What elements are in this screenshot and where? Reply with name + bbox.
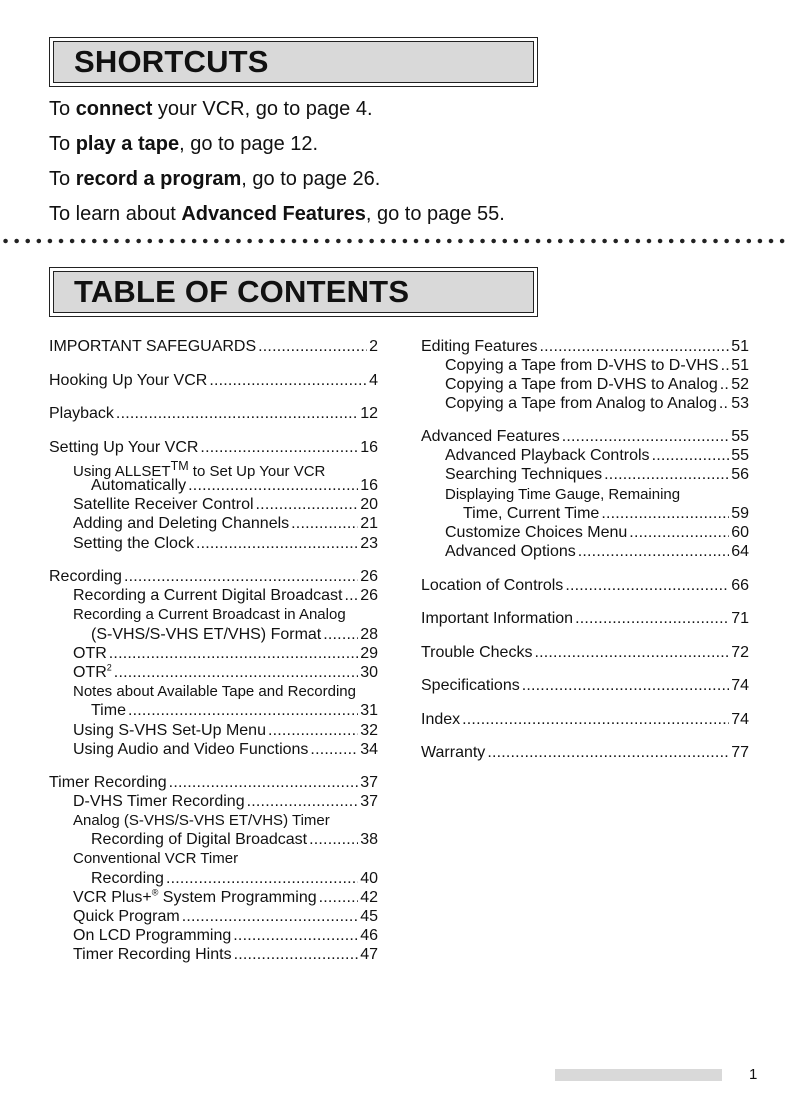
dot-leader bbox=[114, 663, 358, 682]
dot-leader bbox=[124, 567, 358, 586]
toc-entry-text: Advanced Playback Controls bbox=[445, 447, 650, 464]
toc-entry-page: 55 bbox=[731, 428, 749, 445]
dot-leader bbox=[487, 743, 729, 762]
toc-entry-page: 2 bbox=[369, 338, 378, 355]
toc-entry-label bbox=[463, 504, 599, 523]
toc-entry bbox=[445, 356, 749, 375]
toc-entry bbox=[49, 371, 378, 390]
toc-entry-page: 12 bbox=[360, 405, 378, 422]
toc-entry-text: Important Information bbox=[421, 610, 574, 627]
toc-entry-text: Time, Current Time bbox=[463, 505, 600, 522]
shortcut-text: your VCR, go to page 4. bbox=[152, 98, 373, 120]
toc-entry-page: 21 bbox=[360, 515, 378, 532]
toc-entry-page: 47 bbox=[360, 946, 378, 963]
toc-entry-page: 74 bbox=[731, 711, 749, 728]
dot-leader bbox=[196, 534, 358, 553]
toc-entry-text: Timer Recording Hints bbox=[73, 946, 232, 963]
shortcut-text: , go to page 26. bbox=[241, 168, 381, 190]
shortcut-keyword: connect bbox=[75, 98, 153, 120]
toc-entry-label bbox=[421, 337, 538, 356]
toc-banner-fill bbox=[53, 271, 534, 313]
toc-entry-label bbox=[445, 356, 719, 375]
toc-entry bbox=[73, 945, 378, 964]
toc-entry-text: VCR Plus+ bbox=[73, 889, 152, 906]
toc-entry bbox=[73, 586, 378, 605]
toc-entry-label bbox=[445, 394, 717, 413]
toc-entry-text: OTR bbox=[73, 664, 107, 681]
toc-entry-text: Hooking Up Your VCR bbox=[49, 372, 208, 389]
toc-heading: TABLE OF CONTENTS bbox=[74, 274, 410, 309]
toc-entry-label bbox=[73, 926, 231, 945]
toc-entry-page: 26 bbox=[360, 568, 378, 585]
toc-entry bbox=[73, 663, 378, 682]
toc-entry bbox=[445, 523, 749, 542]
toc-entry bbox=[91, 476, 378, 495]
shortcut-line bbox=[49, 98, 373, 121]
toc-entry-page: 4 bbox=[369, 372, 378, 389]
toc-entry-text: D-VHS Timer Recording bbox=[73, 793, 245, 810]
toc-entry bbox=[49, 337, 378, 356]
dot-leader bbox=[309, 830, 358, 849]
toc-entry-page: 46 bbox=[360, 927, 378, 944]
dot-leader bbox=[720, 375, 729, 394]
toc-entry-text: Searching Techniques bbox=[445, 466, 603, 483]
toc-entry-text: Copying a Tape from D-VHS to Analog bbox=[445, 376, 718, 393]
toc-entry-text: Index bbox=[421, 711, 461, 728]
toc-entry-text: Analog (S-VHS/S-VHS ET/VHS) Timer bbox=[73, 812, 330, 829]
toc-entry-label bbox=[73, 606, 346, 623]
dot-leader bbox=[534, 643, 729, 662]
toc-entry-label bbox=[445, 446, 650, 465]
dot-leader bbox=[166, 869, 358, 888]
toc-entry-label bbox=[91, 476, 186, 495]
toc-entry-text: OTR bbox=[73, 645, 107, 662]
toc-entry-text: Setting the Clock bbox=[73, 535, 194, 552]
toc-entry-text: Warranty bbox=[421, 744, 486, 761]
toc-entry-label bbox=[49, 438, 198, 457]
toc-entry-page: 26 bbox=[360, 587, 378, 604]
shortcut-keyword: play a tape bbox=[75, 133, 180, 155]
toc-entry bbox=[49, 567, 378, 586]
dot-leader bbox=[182, 907, 359, 926]
toc-entry-text: Specifications bbox=[421, 677, 520, 694]
toc-entry-label bbox=[73, 663, 112, 682]
toc-entry-label bbox=[49, 567, 122, 586]
toc-entry bbox=[73, 721, 378, 740]
toc-entry-label bbox=[421, 743, 485, 762]
shortcut-text: To learn about bbox=[49, 203, 182, 225]
toc-entry bbox=[445, 542, 749, 561]
toc-entry-page: 60 bbox=[731, 524, 749, 541]
toc-entry bbox=[49, 438, 378, 457]
toc-entry-text: Quick Program bbox=[73, 908, 180, 925]
toc-entry-superscript: TM bbox=[170, 459, 189, 473]
toc-entry-text: Copying a Tape from D-VHS to D-VHS bbox=[445, 357, 719, 374]
toc-entry-page: 74 bbox=[731, 677, 749, 694]
toc-entry-label bbox=[73, 740, 308, 759]
dot-leader bbox=[522, 676, 729, 695]
toc-entry bbox=[421, 710, 749, 729]
toc-entry-text: Automatically bbox=[91, 477, 187, 494]
toc-entry-label bbox=[73, 495, 254, 514]
toc-entry-text: Timer Recording bbox=[49, 774, 167, 791]
toc-entry bbox=[73, 740, 378, 759]
toc-entry-text: On LCD Programming bbox=[73, 927, 232, 944]
shortcut-line bbox=[49, 168, 380, 191]
toc-entry-label bbox=[445, 486, 680, 503]
toc-entry-label bbox=[73, 586, 342, 605]
toc-entry-text: System Programming bbox=[158, 889, 317, 906]
dot-leader bbox=[462, 710, 729, 729]
dot-leader bbox=[562, 427, 729, 446]
toc-entry-label bbox=[91, 830, 307, 849]
toc-entry-label bbox=[445, 375, 718, 394]
dot-leader bbox=[719, 394, 729, 413]
toc-entry-text: (S-VHS/S-VHS ET/VHS) Format bbox=[91, 626, 322, 643]
toc-entry-page: 34 bbox=[360, 741, 378, 758]
dotted-divider bbox=[0, 238, 791, 244]
toc-entry-text: Trouble Checks bbox=[421, 644, 533, 661]
dot-leader bbox=[247, 792, 359, 811]
toc-entry-label bbox=[49, 371, 207, 390]
toc-entry-label bbox=[421, 643, 532, 662]
toc-entry-page: 20 bbox=[360, 496, 378, 513]
dot-leader bbox=[604, 465, 729, 484]
toc-entry-page: 32 bbox=[360, 722, 378, 739]
toc-entry-text: Adding and Deleting Channels bbox=[73, 515, 290, 532]
dot-leader bbox=[721, 356, 730, 375]
dot-leader bbox=[128, 701, 358, 720]
toc-entry-page: 52 bbox=[731, 376, 749, 393]
toc-entry-superscript: 2 bbox=[106, 662, 112, 673]
toc-entry bbox=[421, 676, 749, 695]
toc-entry-page: 53 bbox=[731, 395, 749, 412]
toc-entry-text: Recording of Digital Broadcast bbox=[91, 831, 308, 848]
toc-entry-label bbox=[73, 683, 356, 700]
shortcut-keyword: record a program bbox=[75, 168, 242, 190]
toc-entry-page: 77 bbox=[731, 744, 749, 761]
dot-leader bbox=[601, 504, 729, 523]
toc-entry bbox=[73, 605, 346, 624]
dot-leader bbox=[319, 888, 359, 907]
toc-entry-label bbox=[421, 576, 563, 595]
toc-entry-label bbox=[445, 542, 576, 561]
toc-entry-text: Customize Choices Menu bbox=[445, 524, 628, 541]
toc-entry-label bbox=[421, 427, 560, 446]
toc-entry-page: 45 bbox=[360, 908, 378, 925]
toc-entry bbox=[445, 465, 749, 484]
dot-leader bbox=[209, 371, 367, 390]
toc-entry-label bbox=[49, 773, 167, 792]
dot-leader bbox=[169, 773, 359, 792]
toc-entry-text: Using ALLSET bbox=[73, 463, 171, 480]
dot-leader bbox=[652, 446, 730, 465]
toc-entry-label bbox=[91, 869, 164, 888]
toc-entry-page: 30 bbox=[360, 664, 378, 681]
toc-entry-page: 28 bbox=[360, 626, 378, 643]
toc-entry bbox=[421, 743, 749, 762]
toc-entry-label bbox=[91, 701, 126, 720]
toc-entry bbox=[421, 576, 749, 595]
toc-entry bbox=[73, 644, 378, 663]
toc-entry-page: 23 bbox=[360, 535, 378, 552]
toc-entry-label bbox=[445, 523, 627, 542]
toc-entry-text: Advanced Features bbox=[421, 428, 560, 445]
toc-entry-text: Using Audio and Video Functions bbox=[73, 741, 309, 758]
toc-entry-label bbox=[73, 888, 317, 907]
toc-entry-text: Conventional VCR Timer bbox=[73, 850, 239, 867]
toc-entry-superscript: ® bbox=[151, 887, 159, 898]
toc-entry-text: Recording bbox=[49, 568, 122, 585]
toc-entry-label bbox=[73, 534, 194, 553]
toc-entry-text: Playback bbox=[49, 405, 114, 422]
dot-leader bbox=[188, 476, 358, 495]
toc-entry-label bbox=[73, 945, 232, 964]
toc-entry-text: Setting Up Your VCR bbox=[49, 439, 199, 456]
toc-entry bbox=[73, 514, 378, 533]
toc-entry bbox=[421, 427, 749, 446]
shortcuts-banner-fill bbox=[53, 41, 534, 83]
toc-entry-text: Copying a Tape from Analog to Analog bbox=[445, 395, 717, 412]
dot-leader bbox=[234, 945, 359, 964]
toc-entry-text: Recording a Current Broadcast in Analog bbox=[73, 606, 346, 623]
toc-entry-text: Recording a Current Digital Broadcast bbox=[73, 587, 343, 604]
shortcut-keyword: Advanced Features bbox=[181, 203, 366, 225]
toc-entry-label bbox=[421, 676, 520, 695]
toc-entry bbox=[445, 394, 749, 413]
dot-leader bbox=[116, 404, 358, 423]
toc-entry bbox=[445, 446, 749, 465]
toc-entry bbox=[73, 811, 330, 830]
toc-entry-label bbox=[73, 792, 245, 811]
shortcut-text: To bbox=[49, 168, 76, 190]
toc-entry bbox=[73, 849, 238, 868]
shortcut-line bbox=[49, 133, 318, 156]
dot-leader bbox=[258, 337, 367, 356]
dot-leader bbox=[233, 926, 358, 945]
toc-entry-text: Advanced Options bbox=[445, 543, 576, 560]
dot-leader bbox=[575, 609, 729, 628]
toc-entry-page: 72 bbox=[731, 644, 749, 661]
toc-entry-page: 37 bbox=[360, 793, 378, 810]
shortcut-line bbox=[49, 203, 505, 226]
toc-entry bbox=[73, 495, 378, 514]
toc-entry bbox=[421, 609, 749, 628]
page-number: 1 bbox=[749, 1066, 758, 1083]
dot-leader bbox=[291, 514, 358, 533]
toc-entry-text: Time bbox=[91, 702, 126, 719]
dot-leader bbox=[540, 337, 730, 356]
shortcuts-heading: SHORTCUTS bbox=[74, 44, 269, 79]
toc-entry-label bbox=[49, 404, 114, 423]
toc-entry-page: 38 bbox=[360, 831, 378, 848]
toc-entry bbox=[73, 907, 378, 926]
dot-leader bbox=[323, 625, 358, 644]
toc-entry-label bbox=[73, 721, 266, 740]
toc-entry-page: 40 bbox=[360, 870, 378, 887]
shortcut-text: , go to page 55. bbox=[365, 203, 505, 225]
toc-banner bbox=[49, 267, 538, 317]
toc-entry-page: 51 bbox=[731, 338, 749, 355]
shortcut-text: , go to page 12. bbox=[179, 133, 319, 155]
dot-leader bbox=[310, 740, 358, 759]
toc-entry-text: Location of Controls bbox=[421, 577, 564, 594]
toc-entry-page: 16 bbox=[360, 477, 378, 494]
dot-leader bbox=[256, 495, 359, 514]
toc-entry bbox=[73, 534, 378, 553]
toc-entry bbox=[463, 504, 749, 523]
toc-entry-text: IMPORTANT SAFEGUARDS bbox=[49, 338, 257, 355]
toc-entry-label bbox=[73, 514, 289, 533]
toc-entry bbox=[445, 375, 749, 394]
toc-entry-text: to Set Up Your VCR bbox=[188, 463, 326, 480]
toc-entry-page: 64 bbox=[731, 543, 749, 560]
toc-entry-page: 51 bbox=[731, 357, 749, 374]
toc-entry-label bbox=[73, 907, 180, 926]
toc-entry bbox=[73, 682, 356, 701]
toc-entry bbox=[91, 869, 378, 888]
toc-entry bbox=[91, 830, 378, 849]
toc-entry-page: 29 bbox=[360, 645, 378, 662]
dot-leader bbox=[109, 644, 358, 663]
page-footer-bar bbox=[555, 1069, 722, 1081]
toc-entry-label bbox=[49, 337, 256, 356]
toc-entry-page: 16 bbox=[360, 439, 378, 456]
toc-entry bbox=[91, 701, 378, 720]
dot-leader bbox=[578, 542, 729, 561]
toc-entry-label bbox=[91, 625, 321, 644]
toc-entry-page: 66 bbox=[731, 577, 749, 594]
toc-entry-page: 31 bbox=[360, 702, 378, 719]
toc-entry-text: Editing Features bbox=[421, 338, 538, 355]
dot-leader bbox=[344, 586, 358, 605]
dot-leader bbox=[200, 438, 358, 457]
toc-entry-page: 71 bbox=[731, 610, 749, 627]
shortcuts-banner bbox=[49, 37, 538, 87]
toc-entry-label bbox=[73, 850, 238, 867]
toc-entry-page: 59 bbox=[731, 505, 749, 522]
toc-entry bbox=[91, 625, 378, 644]
toc-entry-page: 56 bbox=[731, 466, 749, 483]
toc-entry-page: 42 bbox=[360, 889, 378, 906]
toc-entry bbox=[73, 926, 378, 945]
toc-entry bbox=[73, 457, 326, 480]
toc-entry-label bbox=[445, 465, 602, 484]
toc-entry-text: Using S-VHS Set-Up Menu bbox=[73, 722, 266, 739]
toc-entry-text: Notes about Available Tape and Recording bbox=[73, 683, 356, 700]
toc-entry-label bbox=[73, 644, 107, 663]
dot-leader bbox=[565, 576, 729, 595]
toc-entry-text: Displaying Time Gauge, Remaining bbox=[445, 486, 681, 503]
toc-entry-label bbox=[421, 710, 460, 729]
toc-entry-page: 55 bbox=[731, 447, 749, 464]
toc-entry bbox=[49, 404, 378, 423]
dot-leader bbox=[629, 523, 729, 542]
shortcut-text: To bbox=[49, 133, 76, 155]
toc-entry-label bbox=[421, 609, 573, 628]
toc-entry bbox=[73, 792, 378, 811]
toc-entry-text: Recording bbox=[91, 870, 164, 887]
toc-entry bbox=[49, 773, 378, 792]
toc-entry-page: 37 bbox=[360, 774, 378, 791]
toc-entry-label bbox=[73, 812, 330, 829]
dot-leader bbox=[268, 721, 358, 740]
toc-entry bbox=[421, 643, 749, 662]
toc-entry bbox=[445, 485, 680, 504]
toc-entry bbox=[73, 888, 378, 907]
toc-entry bbox=[421, 337, 749, 356]
shortcut-text: To bbox=[49, 98, 76, 120]
toc-entry-text: Satellite Receiver Control bbox=[73, 496, 254, 513]
